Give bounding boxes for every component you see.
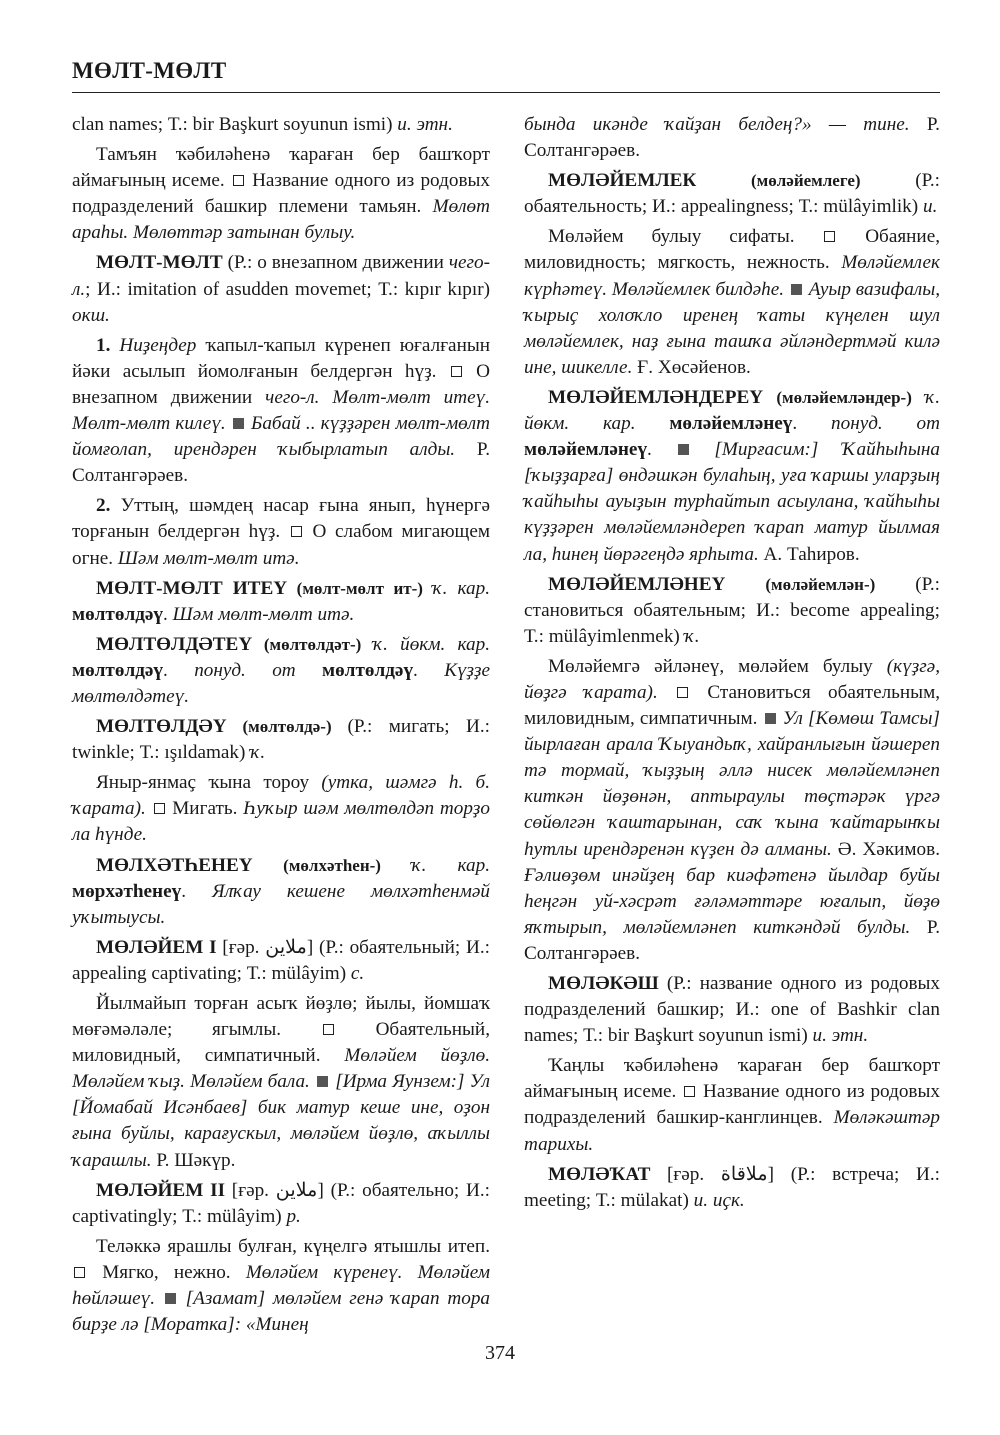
paragraph: clan names; Т.: bir Başkurt soyunun ismi) и. этн. xyxy=(72,114,453,135)
dictionary-entry: МӨЛӘКӘШ (Р.: название одного из родовых подразделений башкир; И.: one of Bashkir clan names; Т.: bir Başkurt soyunun ismi) и. этн. xyxy=(524,973,940,1047)
square-marker-icon xyxy=(451,366,462,377)
paragraph: бында икәнде ҡайҙан белдең?» — тине. Р. Солтангәрәев. xyxy=(524,114,940,162)
right-column xyxy=(524,112,940,1218)
square-marker-icon xyxy=(824,231,835,242)
dictionary-entry: МӨЛТ-МӨЛТ (Р.: о внезапном движении чего-л.; И.: imitation of asudden movemet; Т.: kıpır kıpır) окш. xyxy=(72,252,490,326)
paragraph: 1. Ниҙеңдер ҡапыл-ҡапыл күренеп юғалғанын йәки асылып йомолғанын белдергән һүҙ. О внезапном движении чего-л. Мөлт-мөлт итеү. Мөлт-мөлт килеү. Бабай .. күҙҙәрен мөлт-мөлт йомғолап, ирендәрен ҡыбырлатып алды. Р. Солтангәрәев. xyxy=(72,334,491,487)
dictionary-entry: МӨЛТӨЛДӘҮ (мөлтөлдә-) (Р.: мигать; И.: twinkle; Т.: ışıldamak) ҡ. xyxy=(72,716,490,764)
square-marker-icon xyxy=(233,175,244,186)
dictionary-entry: МӨЛӘЙЕМЛЕК (мөләйемлеге) (Р.: обаятельность; И.: appealingness; Т.: mülâyimlik) и. xyxy=(524,170,940,218)
square-marker-icon xyxy=(291,526,302,537)
filled-square-marker-icon xyxy=(233,418,244,429)
filled-square-marker-icon xyxy=(765,713,776,724)
paragraph: Мөләйемгә әйләнеү, мөләйем булыу (күҙгә, йөҙгә ҡарата). Становиться обаятельным, миловидным, симпатичным. Ул [Көмөш Тамсы] йырлаған арала Ҡыуандыҡ, хайранлығын йәшереп тә тормай, ҡыҙҙың әллә нисек мөләйемләнеп киткән йөҙөнән, аптыраулы төҫтәрәк үргә сөйөлгән ҡаштарынан, саҡ ҡына ҡайтарынҡы һутлы ирендәренән күҙен дә алманы. Ә. Хәкимов. Ғәлиөҙөм инәйҙең бар киәфәтенә йылдар буйы һеңгән уй-хәсрәт ғәләмәттәре юғалып, йөҙө яҡтырып, мөләйемләнеп киткәндәй булды. Р. Солтангәрәев. xyxy=(524,655,941,964)
dictionary-entry: МӨЛӘЙЕМ II [ғәр. ملاين] (Р.: обаятельно; И.: captivatingly; Т.: mülâyim) р. xyxy=(72,1179,491,1227)
dictionary-entry: МӨЛТ-МӨЛТ ИТЕҮ (мөлт-мөлт ит-) ҡ. кар. мөлтөлдәү. Шәм мөлт-мөлт итә. xyxy=(72,577,490,625)
dictionary-entry: МӨЛХӘТҺЕНЕҮ (мөлхәтһен-) ҡ. кар. мөрхәтһенеү. Ялҡау кешене мөлхәтһенмәй уҡытыусы. xyxy=(72,854,490,928)
paragraph: Мөләйем булыу сифаты. Обаяние, миловидность; мягкость, нежность. Мөләйемлек күрһәтеү. Мөләйемлек билдәһе. Ауыр вазифалы, ҡырыҫ холоҡло иренең ҡаты күңелен шул мөләйемлек, наҙ ғына ташҡа әйләндертмәй килә ине, шикелле. Ғ. Хөсәйенов. xyxy=(524,226,941,378)
square-marker-icon xyxy=(677,687,688,698)
filled-square-marker-icon xyxy=(165,1293,176,1304)
page-number: 374 xyxy=(485,1342,515,1364)
header-rule xyxy=(72,92,940,93)
square-marker-icon xyxy=(74,1267,85,1278)
filled-square-marker-icon xyxy=(791,284,802,295)
square-marker-icon xyxy=(684,1086,695,1097)
filled-square-marker-icon xyxy=(317,1076,328,1087)
dictionary-entry: МӨЛӘЙЕМЛӘНЕҮ (мөләйемлән-) (Р.: становиться обаятельным; И.: become appealing; Т.: mülâyimlenmek) ҡ. xyxy=(524,573,940,647)
running-title: МӨЛТ-МӨЛТ xyxy=(72,58,227,83)
square-marker-icon xyxy=(154,803,165,814)
square-marker-icon xyxy=(323,1024,334,1035)
dictionary-entry: МӨЛӘҠАТ [ғәр. ملاقاة] (Р.: встреча; И.: meeting; Т.: mülakat) и. иҫк. xyxy=(524,1163,941,1211)
left-column xyxy=(72,112,490,1342)
dictionary-entry: МӨЛӘЙЕМЛӘНДЕРЕҮ (мөләйемләндер-) ҡ. йөкм. кар. мөләйемләнеү. понуд. от мөләйемләнеү. [Мирғасим:] Ҡайһыһына [ҡыҙҙарға] өндәшкән булаһың, уға ҡаршы уларҙың ҡайһыһы ауыҙын турһайтып асыулана, ҡайһыһы күҙҙәрен мөләйемләндереп ҡарап матур йылмая ла, һинең йөрәгеңдә ярһыта. А. Таһиров. xyxy=(524,386,941,565)
paragraph: Тамъян ҡәбиләһенә ҡараған бер башҡорт аймағының исеме. Название одного из родовых подразделений башкир племени тамьян. Мөлөт араһы. Мөлөттәр затынан булыу. xyxy=(72,144,490,244)
paragraph: Йылмайып торған асыҡ йөҙлө; йылы, йомшаҡ мөғәмәләле; ягымлы. Обаятельный, миловидный, симпатичный. Мөләйем йөҙлө. Мөләйем ҡыҙ. Мөләйем бала. [Ирма Яунзем:] Ул [Йомабай Исәнбаев] бик матур кеше ине, оҙон ғына буйлы, карағускыл, мөләйем йөҙлө, аҡыллы ҡарашлы. Р. Шәкүр. xyxy=(72,993,490,1171)
paragraph: Ҡаңлы ҡәбиләһенә ҡараған бер башҡорт аймағының исеме. Название одного из родовых подразделений башкир-канглинцев. Мөләкәштәр тарихы. xyxy=(524,1055,940,1155)
paragraph: Теләккә ярашлы булған, күңелгә ятышлы итеп. Мягко, нежно. Мөләйем күренеү. Мөләйем һөйләшеү. [Азамат] мөләйем генә ҡарап тора бирҙе лә [Моратка]: «Минең xyxy=(72,1235,491,1336)
paragraph: Яныр-янмаҫ ҡына тороу (утка, шәмгә һ. б. ҡарата). Мигать. Һуҡыр шәм мөлтөлдәп торҙо ла һүнде. xyxy=(72,772,490,846)
dictionary-entry: МӨЛӘЙЕМ I [ғәр. ملاين] (Р.: обаятельный; И.: appealing captivating; Т.: mülâyim) с. xyxy=(72,936,490,984)
paragraph: 2. Уттың, шәмдең насар ғына янып, һүнергә торғанын белдергән һүҙ. О слабом мигающем огне. Шәм мөлт-мөлт итә. xyxy=(72,495,490,569)
dictionary-entry: МӨЛТӨЛДӘТЕҮ (мөлтөлдәт-) ҡ. йөкм. кар. мөлтөлдәү. понуд. от мөлтөлдәү. Күҙҙе мөлтөлдәтеү. xyxy=(72,633,491,707)
filled-square-marker-icon xyxy=(678,444,689,455)
